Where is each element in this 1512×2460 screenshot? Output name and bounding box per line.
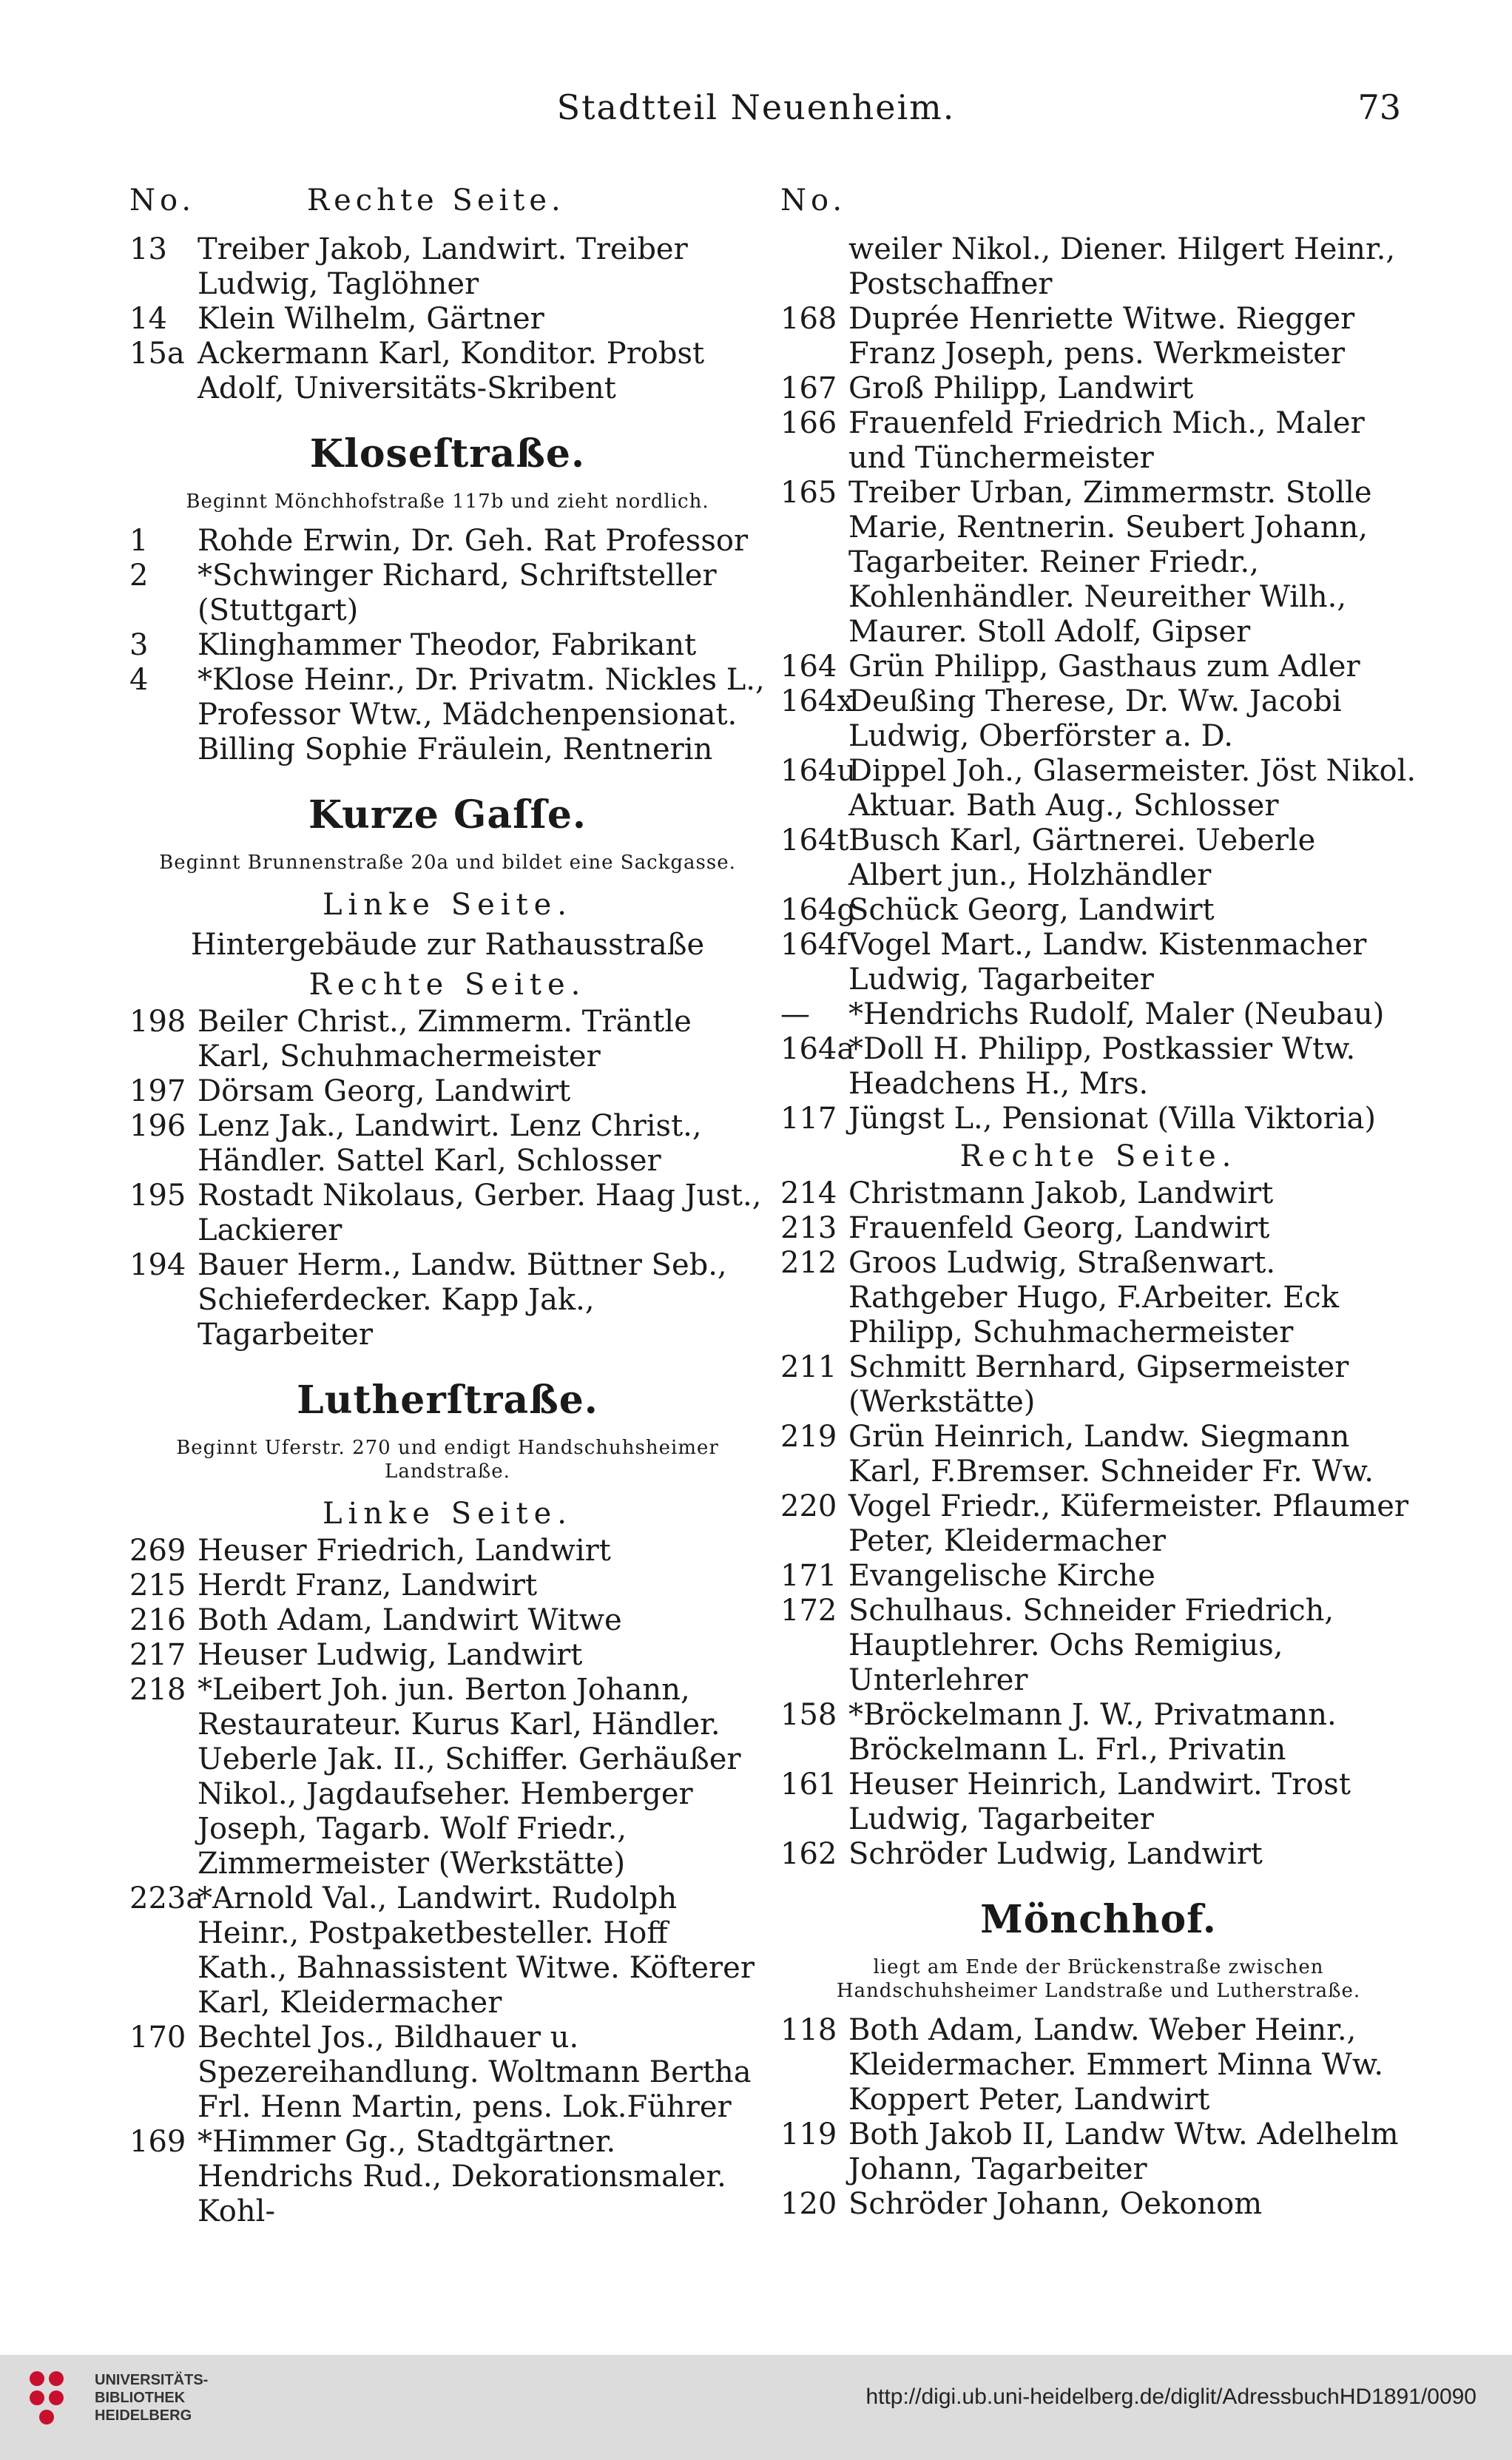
resident-text: Rohde Erwin, Dr. Geh. Rat Professor (198, 524, 749, 558)
page-title: Stadtteil Neuenheim. (556, 87, 956, 127)
resident-text: Grün Heinrich, Landw. Siegmann Karl, F.Bremser. Schneider Fr. Ww. (848, 1420, 1374, 1489)
resident-text: *Doll H. Philipp, Postkassier Wtw. Headchens H., Mrs. (848, 1032, 1356, 1101)
house-number: 198 (129, 1005, 186, 1039)
resident-text: Schulhaus. Schneider Friedrich, Hauptlehrer. Ochs Remigius, Unterlehrer (848, 1594, 1334, 1697)
resident-text: *Arnold Val., Landwirt. Rudolph Heinr., Postpaketbesteller. Hoff Kath., Bahnassistent Witwe. Köfterer Karl, Kleidermacher (198, 1881, 755, 2020)
house-number: 197 (129, 1074, 186, 1108)
house-number (780, 232, 848, 302)
entry-list (780, 232, 1417, 1136)
resident-text: Schück Georg, Landwirt (848, 893, 1215, 927)
resident-text: Deußing Therese, Dr. Ww. Jacobi Ludwig, Oberförster a. D. (848, 684, 1342, 753)
address-entry (780, 1594, 1417, 1698)
house-number: 216 (129, 1603, 186, 1637)
street-note: Beginnt Uferstr. 270 und endigt Handschuhsheimer Landstraße. (176, 1437, 719, 1483)
street-heading: Kloseſtraße. (309, 431, 586, 476)
address-entry (780, 893, 1417, 928)
resident-text: Heuser Ludwig, Landwirt (198, 1638, 583, 1672)
side-label: Linke Seite. (322, 888, 573, 922)
street-heading: Mönchhof. (980, 1897, 1217, 1942)
house-number: 120 (780, 2187, 837, 2221)
address-entry (129, 1568, 766, 1603)
address-entry (129, 1074, 766, 1109)
address-entry (780, 754, 1417, 823)
address-entry (780, 1211, 1417, 1246)
address-entry (129, 1179, 766, 1248)
street-heading: Lutherſtraße. (297, 1378, 598, 1423)
house-number: 218 (129, 1673, 186, 1707)
entry-list (129, 524, 766, 767)
entry-list (129, 1005, 766, 1352)
house-number: 164g (780, 893, 856, 927)
footer-bar (0, 2355, 1512, 2460)
house-number: 1 (129, 524, 149, 558)
resident-text: Treiber Jakob, Landwirt. Treiber Ludwig, Taglöhner (198, 232, 688, 301)
resident-text: Dörsam Georg, Landwirt (198, 1074, 571, 1108)
library-logo[interactable] (30, 2371, 208, 2424)
address-entry (129, 1109, 766, 1179)
house-number: 13 (129, 232, 167, 266)
resident-text: Schröder Johann, Oekonom (848, 2187, 1263, 2221)
resident-text: Groos Ludwig, Straßenwart. Rathgeber Hugo, F.Arbeiter. Eck Philipp, Schuhmachermeister (848, 1246, 1339, 1349)
left-column (129, 183, 766, 2229)
resident-text: Both Jakob II, Landw Wtw. Adelhelm Johann, Tagarbeiter (848, 2117, 1399, 2186)
address-entry (780, 1102, 1417, 1136)
column-header (129, 183, 766, 218)
side-label: Rechte Seite. (308, 968, 587, 1002)
house-number: 14 (129, 302, 167, 336)
address-entry (780, 823, 1417, 893)
resident-text: Frauenfeld Georg, Landwirt (848, 1211, 1270, 1245)
address-entry (780, 684, 1417, 754)
address-entry (780, 406, 1417, 476)
address-entry (780, 1698, 1417, 1768)
resident-text: Both Adam, Landw. Weber Heinr., Kleidermacher. Emmert Minna Ww. Koppert Peter, Landwirt (848, 2013, 1384, 2117)
resident-text: Busch Karl, Gärtnerei. Ueberle Albert jun., Holzhändler (848, 823, 1316, 892)
page-number: 73 (1357, 87, 1401, 127)
resident-text: Duprée Henriette Witwe. Riegger Franz Joseph, pens. Werkmeister (848, 302, 1355, 371)
resident-text: *Leibert Joh. jun. Berton Johann, Restaurateur. Kurus Karl, Händler. Ueberle Jak. II., Schiffer. Gerhäußer Nikol., Jagdaufseher. Hemberger Joseph, Tagarb. Wolf Friedr., Zimmermeister (Werkstätte) (198, 1673, 741, 1881)
house-number: 219 (780, 1420, 837, 1454)
address-entry (780, 232, 1417, 302)
house-number: 194 (129, 1248, 186, 1282)
resident-text: Beiler Christ., Zimmerm. Träntle Karl, Schuhmachermeister (198, 1005, 692, 1074)
right-column (780, 183, 1417, 2222)
address-entry (780, 2117, 1417, 2187)
resident-text: Herdt Franz, Landwirt (198, 1568, 538, 1603)
entry-list (129, 1534, 766, 2229)
address-entry (129, 2125, 766, 2229)
logo-icon (30, 2371, 83, 2424)
street-heading: Kurze Gaſſe. (308, 792, 587, 838)
house-number: 170 (129, 2021, 186, 2055)
resident-text: Heuser Heinrich, Landwirt. Trost Ludwig, Tagarbeiter (848, 1768, 1351, 1836)
house-number: 166 (780, 406, 837, 440)
house-number: 164u (780, 754, 857, 788)
house-number: 211 (780, 1350, 837, 1384)
resident-text: Both Adam, Landwirt Witwe (198, 1603, 622, 1637)
address-entry (780, 1559, 1417, 1594)
house-number: 164 (780, 650, 837, 684)
house-number: 164f (780, 928, 848, 962)
resident-text: Groß Philipp, Landwirt (848, 371, 1194, 405)
house-number: 223a (129, 1881, 204, 1915)
house-number: 161 (780, 1768, 837, 1802)
house-number: — (780, 997, 810, 1031)
resident-text: Vogel Mart., Landw. Kistenmacher Ludwig, Tagarbeiter (848, 928, 1367, 997)
resident-text: Vogel Friedr., Küfermeister. Pflaumer Peter, Kleidermacher (848, 1489, 1409, 1558)
address-entry (780, 1768, 1417, 1837)
house-number: 117 (780, 1102, 837, 1136)
address-entry (780, 997, 1417, 1032)
address-entry (129, 628, 766, 663)
resident-text: Bechtel Jos., Bildhauer u. Spezereihandlung. Woltmann Bertha Frl. Henn Martin, pens. Lok.Führer (198, 2021, 752, 2124)
house-number: 213 (780, 1211, 837, 1245)
house-number: 217 (129, 1638, 186, 1672)
entry-list (129, 232, 766, 406)
resident-text: *Himmer Gg., Stadtgärtner. Hendrichs Rud., Dekorationsmaler. Kohl- (198, 2125, 726, 2228)
resident-text: *Bröckelmann J. W., Privatmann. Bröckelmann L. Frl., Privatin (848, 1698, 1337, 1767)
resident-text: Schmitt Bernhard, Gipsermeister (Werkstätte) (848, 1350, 1349, 1419)
address-entry (780, 476, 1417, 650)
house-number: 220 (780, 1489, 837, 1523)
house-number: 162 (780, 1837, 837, 1871)
resident-text: Klein Wilhelm, Gärtner (198, 302, 544, 336)
source-url-link[interactable]: http://digi.ub.uni-heidelberg.de/diglit/AdressbuchHD1891/0090 (865, 2385, 1476, 2409)
resident-text: Ackermann Karl, Konditor. Probst Adolf, Universitäts-Skribent (198, 337, 705, 405)
column-side-label: Rechte Seite. (307, 183, 565, 218)
address-entry (780, 2013, 1417, 2117)
entry-list (780, 2013, 1417, 2222)
house-number: 168 (780, 302, 837, 336)
resident-text: Bauer Herm., Landw. Büttner Seb., Schieferdecker. Kapp Jak., Tagarbeiter (198, 1248, 727, 1352)
address-entry (780, 2187, 1417, 2222)
resident-text: Evangelische Kirche (848, 1559, 1155, 1593)
address-entry (129, 559, 766, 628)
resident-text: Lenz Jak., Landwirt. Lenz Christ., Händler. Sattel Karl, Schlosser (198, 1109, 702, 1178)
resident-text: Heuser Friedrich, Landwirt (198, 1534, 611, 1568)
sub-label: Hintergebäude zur Rathausstraße (190, 928, 705, 962)
address-entry (780, 1420, 1417, 1489)
address-entry (780, 650, 1417, 684)
resident-text: Jüngst L., Pensionat (Villa Viktoria) (848, 1102, 1377, 1136)
house-number: 165 (780, 476, 837, 510)
resident-text: weiler Nikol., Diener. Hilgert Heinr., Postschaffner (848, 232, 1396, 301)
address-entry (129, 1534, 766, 1568)
house-number: 2 (129, 559, 149, 593)
resident-text: Klinghammer Theodor, Fabrikant (198, 628, 697, 662)
resident-text: Dippel Joh., Glasermeister. Jöst Nikol. Aktuar. Bath Aug., Schlosser (848, 754, 1417, 823)
address-entry (129, 1603, 766, 1638)
address-entry (129, 337, 766, 406)
resident-text: Rostadt Nikolaus, Gerber. Haag Just., Lackierer (198, 1179, 762, 1247)
address-entry (780, 1032, 1417, 1102)
logo-text: UNIVERSITÄTS- BIBLIOTHEK HEIDELBERG (95, 2372, 209, 2424)
column-header (780, 183, 1417, 218)
house-number: 171 (780, 1559, 837, 1593)
address-entry (780, 1350, 1417, 1420)
address-entry (129, 2021, 766, 2125)
address-entry (780, 1176, 1417, 1211)
resident-text: *Klose Heinr., Dr. Privatm. Nickles L., Professor Wtw., Mädchenpensionat. Billing Sophie Fräulein, Rentnerin (198, 663, 765, 766)
address-entry (780, 302, 1417, 371)
address-entry (780, 1489, 1417, 1559)
house-number: 164t (780, 823, 849, 857)
resident-text: *Schwinger Richard, Schriftsteller (Stuttgart) (198, 559, 717, 627)
resident-text: Grün Philipp, Gasthaus zum Adler (848, 650, 1360, 684)
address-entry (780, 1837, 1417, 1872)
house-number: 172 (780, 1594, 837, 1628)
house-number: 195 (129, 1179, 186, 1213)
side-label: Rechte Seite. (959, 1139, 1238, 1173)
address-entry (129, 232, 766, 302)
resident-text: Treiber Urban, Zimmermstr. Stolle Marie, Rentnerin. Seubert Johann, Tagarbeiter. Reiner Friedr., Kohlenhändler. Neureither Wilh., Maurer. Stoll Adolf, Gipser (848, 476, 1372, 649)
house-number: 164a (780, 1032, 855, 1066)
address-entry (780, 1246, 1417, 1350)
house-number: 212 (780, 1246, 837, 1280)
house-number: 3 (129, 628, 149, 662)
address-entry (129, 524, 766, 559)
house-number: 214 (780, 1176, 837, 1210)
resident-text: *Hendrichs Rudolf, Maler (Neubau) (848, 997, 1385, 1031)
street-note: liegt am Ende der Brückenstraße zwischen Handschuhsheimer Landstraße und Lutherstraße. (836, 1956, 1361, 2002)
street-note: Beginnt Brunnenstraße 20a und bildet eine Sackgasse. (159, 852, 736, 874)
house-number: 118 (780, 2013, 837, 2047)
house-number: 119 (780, 2117, 837, 2151)
address-entry (129, 1673, 766, 1881)
house-number: 15a (129, 337, 185, 371)
column-no-label: No. (129, 183, 196, 218)
address-entry (129, 302, 766, 337)
column-no-label: No. (780, 183, 847, 218)
address-entry (129, 663, 766, 767)
address-entry (129, 1248, 766, 1352)
street-note: Beginnt Mönchhofstraße 117b und zieht nordlich. (186, 491, 709, 513)
resident-text: Frauenfeld Friedrich Mich., Maler und Tünchermeister (848, 406, 1365, 475)
house-number: 167 (780, 371, 837, 405)
house-number: 169 (129, 2125, 186, 2159)
resident-text: Schröder Ludwig, Landwirt (848, 1837, 1263, 1871)
address-entry (129, 1005, 766, 1074)
house-number: 158 (780, 1698, 837, 1732)
address-entry (780, 371, 1417, 406)
resident-text: Christmann Jakob, Landwirt (848, 1176, 1274, 1210)
side-label: Linke Seite. (322, 1497, 573, 1531)
entry-list (780, 1176, 1417, 1872)
address-entry (129, 1881, 766, 2021)
address-entry (780, 928, 1417, 997)
house-number: 164x (780, 684, 854, 718)
house-number: 215 (129, 1568, 186, 1603)
house-number: 269 (129, 1534, 186, 1568)
house-number: 4 (129, 663, 149, 697)
address-entry (129, 1638, 766, 1673)
house-number: 196 (129, 1109, 186, 1143)
